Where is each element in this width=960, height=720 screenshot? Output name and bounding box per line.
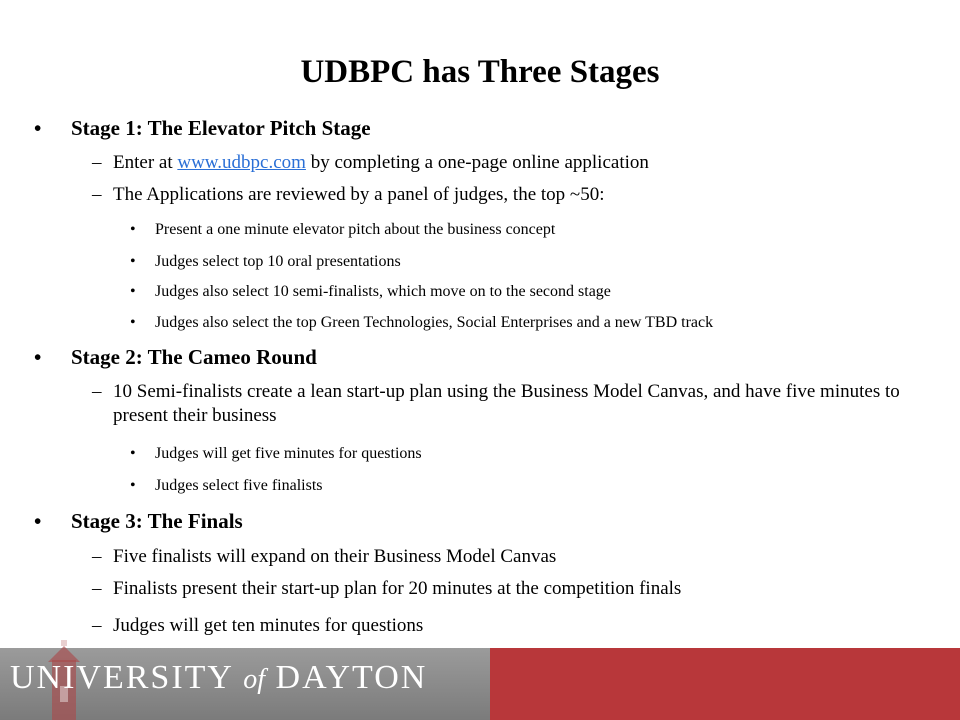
sub-item-text: Judges select top 10 oral presentations [155, 253, 401, 270]
logo-of: of [243, 664, 266, 695]
bullet: • [130, 445, 136, 462]
sub-item-text: Judges also select the top Green Technologies, Social Enterprises and a new TBD track [155, 314, 714, 331]
review-text: The Applications are reviewed by a panel of judges, the top ~50: [113, 184, 605, 205]
university-of-dayton-logo [10, 656, 427, 700]
bullet: • [34, 509, 42, 533]
plan-text: 10 Semi-finalists create a lean start-up plan using the Business Model Canvas, and have five minutes to present their business [113, 381, 900, 426]
bullet: • [130, 253, 136, 270]
sub-item-text: Judges also select 10 semi-finalists, which move on to the second stage [155, 283, 611, 300]
canvas-text: Five finalists will expand on their Business Model Canvas [113, 546, 557, 567]
sub-item-text: Present a one minute elevator pitch about the business concept [155, 221, 556, 238]
university-footer [0, 640, 960, 720]
sub-item-text: Judges select five finalists [155, 477, 323, 494]
sub-item-text: Judges will get five minutes for questions [155, 445, 422, 462]
logo-dayton: DAYTON [275, 659, 428, 696]
questions-text: Judges will get ten minutes for questions [113, 615, 424, 636]
udbpc-link[interactable]: www.udbpc.com [177, 152, 306, 173]
stage-2-label: Stage 2: The Cameo Round [71, 345, 317, 369]
dash: – [92, 578, 102, 599]
dash: – [92, 615, 102, 636]
bullet: • [130, 477, 136, 494]
logo-university: UNIVERSITY [10, 659, 233, 696]
bullet: • [34, 345, 42, 369]
entry-text [113, 151, 913, 175]
bullet: • [130, 283, 136, 300]
stage-3-label: Stage 3: The Finals [71, 509, 243, 533]
stage-1-label: Stage 1: The Elevator Pitch Stage [71, 116, 371, 140]
present-text: Finalists present their start-up plan for 20 minutes at the competition finals [113, 578, 682, 599]
dash: – [92, 381, 102, 402]
dash: – [92, 546, 102, 567]
slide-title: UDBPC has Three Stages [300, 54, 660, 90]
bullet: • [130, 314, 136, 331]
bullet: • [130, 221, 136, 238]
entry-suffix: by completing a one-page online application [305, 152, 649, 173]
bullet: • [34, 116, 42, 140]
entry-prefix: Enter at [113, 152, 178, 173]
dash: – [92, 184, 102, 205]
dash: – [92, 152, 102, 173]
